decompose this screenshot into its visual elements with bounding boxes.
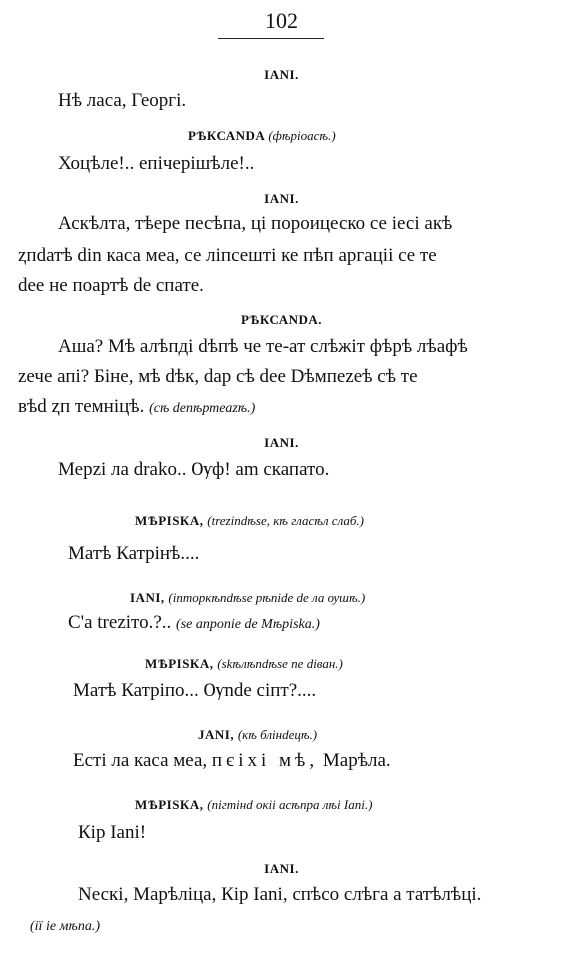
dialogue-line-3a: Аскѣлта, тѣере песѣпа, ці пороицеско се іесі акѣ: [58, 213, 453, 234]
stage-direction: (сѣ deпѣртеаzѣ.): [149, 401, 256, 416]
dialogue-line-1: Нѣ ласа, Георгі.: [58, 90, 187, 111]
speaker-ruksanda-1: [188, 128, 336, 144]
speaker-name: JANІ,: [198, 727, 235, 742]
stage-direction: (фѣріоасѣ.): [268, 128, 336, 143]
speaker-iani-6: IANI.: [264, 861, 299, 876]
page-number-rule: [218, 38, 324, 39]
dialogue-line-4b: zече апі? Біне, мѣ dѣк, dар сѣ dee Dѣмпеzеѣ сѣ те: [18, 366, 418, 387]
dialogue-line-5: Мерzі ла drako.. Ѹф! am скапато.: [58, 459, 330, 480]
speaker-mariska-2: [145, 656, 343, 672]
dialogue-line-2: Хоцѣле!.. епічерішѣле!..: [58, 153, 255, 174]
dialogue-text: Есті ла каса меа,: [73, 750, 208, 771]
stage-direction: (пігтінd окіі асѣпра лѣі Iani.): [207, 797, 373, 812]
speaker-mariska-1: [135, 513, 364, 529]
stage-direction: (trezindѣse, кѣ гласѣл слаб.): [207, 513, 365, 528]
dialogue-text: С'а trezіто.?..: [68, 612, 172, 633]
dialogue-line-4c: [18, 396, 255, 418]
page-number: 102: [265, 8, 298, 33]
speaker-iani-5: [198, 727, 317, 743]
speaker-iani-3: IANI.: [264, 435, 299, 450]
speaker-name: МѢРІSКА,: [145, 656, 214, 671]
stage-direction: (ії іе мѣпа.): [30, 919, 100, 934]
speaker-name: МѢРІSКА,: [135, 797, 204, 812]
speaker-iani-4: [130, 590, 365, 606]
speaker-mariska-3: [135, 797, 372, 813]
speaker-name: МѢРІSКА,: [135, 513, 204, 528]
dialogue-line-11: Nескі, Марѣліца, Кір Iani, спѣсо слѣга а татѣлѣці.: [78, 884, 482, 905]
dialogue-text: Марѣла.: [322, 750, 391, 771]
dialogue-line-7: [68, 612, 320, 634]
speaker-name: IANІ,: [130, 590, 165, 605]
speaker-iani-2: IANI.: [264, 191, 299, 206]
stage-direction: (кѣ блінdeцѣ.): [237, 727, 318, 742]
dialogue-text: вѣd ⱬп темніцѣ.: [18, 396, 145, 417]
dialogue-line-9: [73, 750, 391, 772]
speaker-iani-1: IANI.: [264, 67, 299, 82]
dialogue-line-10: Кір Iani!: [78, 822, 147, 843]
dialogue-line-3c: dee не поартѣ de спате.: [18, 275, 204, 296]
dialogue-line-4a: Аша? Мѣ алѣпді dѣпѣ че те-ат слѣжіт фѣрѣ лѣафѣ: [58, 336, 468, 357]
dialogue-line-8: Матѣ Катріпо... Ѹnde сіпт?....: [73, 680, 317, 701]
stage-direction: (skѣлѣndѣse пе dіван.): [217, 656, 343, 671]
dialogue-line-3b: ⱬпdатѣ din каса меа, се ліпсешті ке пѣп аргаціі се те: [18, 245, 437, 266]
dialogue-line-6: Матѣ Катрінѣ....: [68, 543, 200, 564]
stage-direction: (іпторкѣndѣse рѣпіde de ла ѹшѣ.): [168, 590, 366, 605]
speaker-ruksanda-2: РѢКСАNDA.: [240, 312, 322, 327]
dialogue-text-spaced: пєіхі мѣ,: [211, 750, 319, 771]
speaker-name: РѢКСАNDA: [188, 128, 265, 143]
stage-direction: (se апропіе de Мѣріska.): [176, 617, 320, 632]
stage-direction-final: [30, 914, 100, 936]
